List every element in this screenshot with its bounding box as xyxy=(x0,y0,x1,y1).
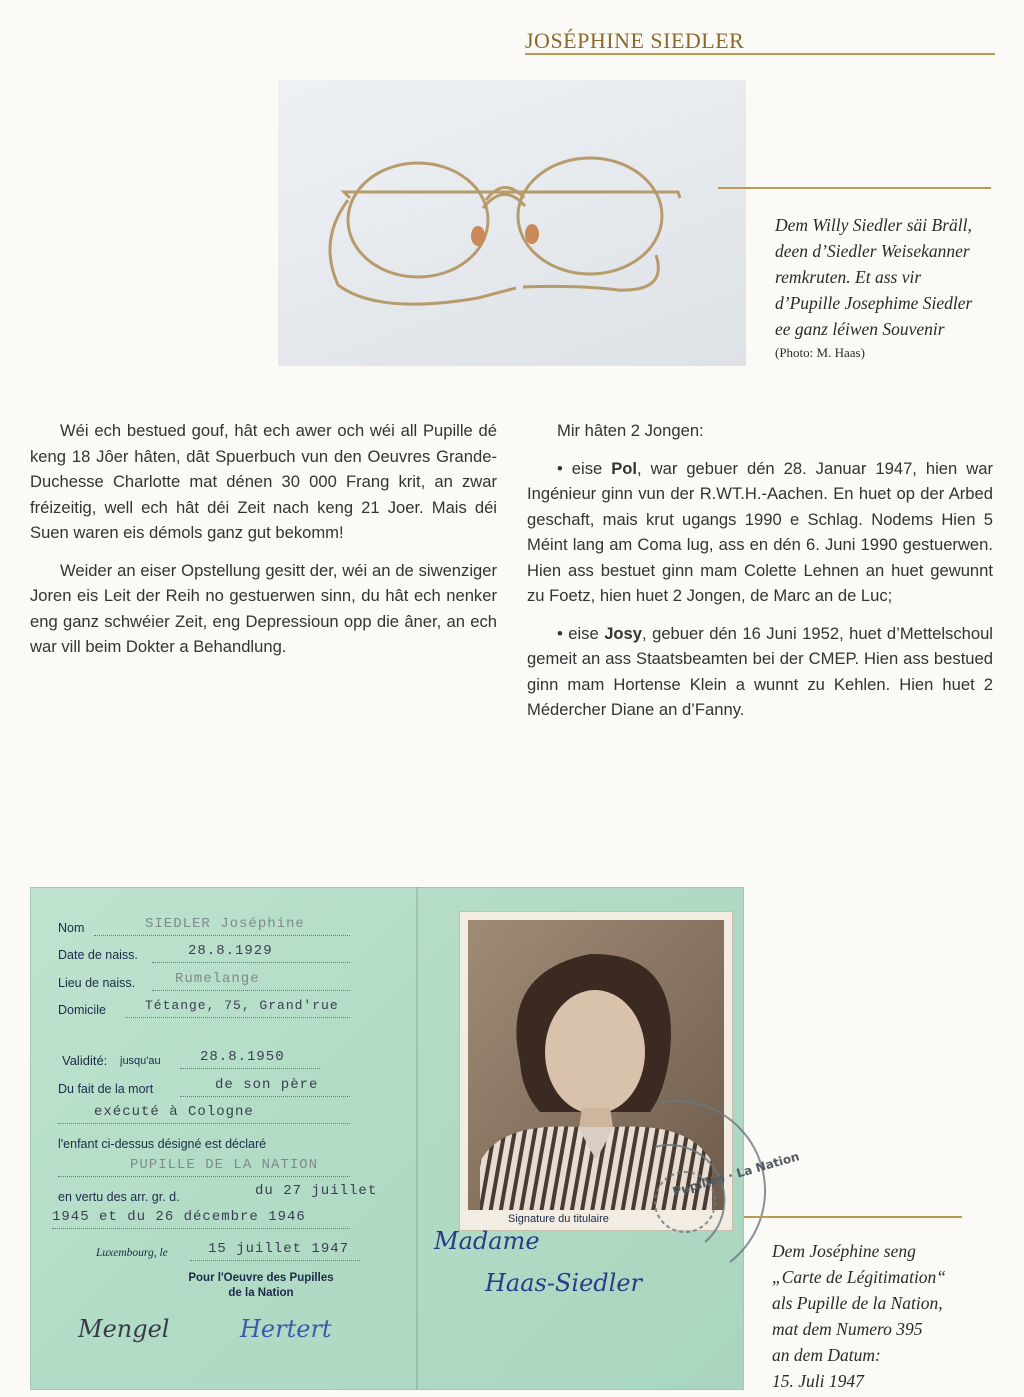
validite-label: Validité: xyxy=(62,1053,108,1068)
dotted-line xyxy=(58,1123,350,1124)
du-fait-label: Du fait de la mort xyxy=(58,1082,154,1096)
right-intro: Mir hâten 2 Jongen: xyxy=(557,421,704,440)
en-vertu-value-2: 1945 et du 26 décembre 1946 xyxy=(52,1209,306,1225)
domicile-value: Tétange, 75, Grand'rue xyxy=(145,998,339,1013)
son-josy-text: , gebuer dén 16 Juni 1952, huet d’Mettelschoul gemeit an ass Staatsbeamten bei der CMEP. Hien ass bestued ginn mam Hortense Klein a wunnt zu Kehlen. Hien huet 2 Médercher Diane an d’Fanny. xyxy=(527,623,993,719)
glasses-caption-line: ee ganz léiwen Souvenir xyxy=(775,319,945,339)
bullet-prefix: • eise xyxy=(557,458,612,478)
son-josy-paragraph xyxy=(527,621,993,723)
glasses-caption-rule xyxy=(718,187,991,189)
luxembourg-label: Luxembourg, le xyxy=(96,1247,168,1259)
lieu-value: Rumelange xyxy=(175,971,260,987)
left-paragraph-2: Weider an eiser Opstellung gesitt der, wéi an de siwenziger Joren eis Leit der Reih no gestuerwen sinn, du hât ech nenker eng ganz schwéier Zeit, eng Depressioun opp die âner, an ech war vill beim Dokter a Behandlung. xyxy=(30,560,497,656)
signature-official: Hertert xyxy=(240,1315,332,1343)
dotted-line xyxy=(152,990,350,991)
card-caption-rule xyxy=(744,1216,962,1218)
dotted-line xyxy=(94,935,350,936)
dotted-line xyxy=(152,962,350,963)
holder-signature-name: Haas-Siedler xyxy=(485,1269,643,1297)
dotted-line xyxy=(58,1176,350,1177)
pupille-value: PUPILLE DE LA NATION xyxy=(130,1157,319,1173)
jusqu-label: jusqu'au xyxy=(120,1055,161,1067)
card-caption-line: als Pupille de la Nation, xyxy=(772,1293,943,1313)
son-name-josy: Josy xyxy=(604,623,643,643)
dotted-line xyxy=(52,1228,350,1229)
dob-label: Date de naiss. xyxy=(58,948,138,962)
glasses-illustration xyxy=(278,80,746,366)
luxembourg-date: 15 juillet 1947 xyxy=(208,1241,350,1257)
glasses-caption-line: d’Pupille Josephime Siedler xyxy=(775,293,973,313)
card-caption-line: mat dem Numero 395 xyxy=(772,1319,923,1339)
declare-label: l'enfant ci-dessus désigné est déclaré xyxy=(58,1137,267,1151)
card-fold xyxy=(416,887,418,1390)
oeuvre-line-2: de la Nation xyxy=(228,1287,294,1299)
glasses-caption-line: Dem Willy Siedler säi Bräll, xyxy=(775,215,972,235)
en-vertu-value-1: du 27 juillet xyxy=(255,1183,378,1199)
card-caption xyxy=(772,1238,1012,1394)
dob-value: 28.8.1929 xyxy=(188,943,273,959)
son-pol-paragraph xyxy=(527,456,993,609)
signature-titulaire-label: Signature du titulaire xyxy=(508,1213,609,1225)
du-fait-value: de son père xyxy=(215,1077,319,1093)
card-caption-line: an dem Datum: xyxy=(772,1345,881,1365)
nom-label: Nom xyxy=(58,921,85,935)
page-header-title: JOSÉPHINE SIEDLER xyxy=(525,28,745,53)
nom-value: SIEDLER Joséphine xyxy=(145,916,305,932)
left-paragraph-1: Wéi ech bestued gouf, hât ech awer och wéi all Pupille dé keng 18 Jôer hâten, dât Spuerbuch vun den Oeuvres Grande-Duchesse Charlotte mat dénen 30 000 Frang krit, an zwar fréizeitig, well ech hât déi Zeit nach keng 21 Joer. Mais déi Suen waren eis démols ganz gut bekomm! xyxy=(30,421,497,542)
left-text-column xyxy=(30,418,497,672)
dotted-line xyxy=(180,1068,320,1069)
legitimation-card xyxy=(30,887,801,1390)
holder-signature-madame: Madame xyxy=(434,1227,540,1255)
oeuvre-line-1: Pour l'Oeuvre des Pupilles xyxy=(188,1272,334,1284)
son-pol-text: , war gebuer dén 28. Januar 1947, hien war Ingénieur ginn vun der R.WT.H.-Aachen. En huet op der Arbed geschaft, mais krut ugangs 1990 e Schlag. Nodems Hien 5 Méint lang am Coma lug, ass en dén 6. Juni 1990 gestuerwen. Hien ass bestuet ginn mam Colette Lehnen an huet gewunnt zu Foetz, hien huet 2 Jongen, de Marc an de Luc; xyxy=(527,458,993,605)
header-rule xyxy=(525,53,995,55)
card-caption-line: 15. Juli 1947 xyxy=(772,1371,864,1391)
pupilles-nation-stamp xyxy=(630,1092,801,1282)
pupilles-nation-stamp-text: Pupilles · La Nation xyxy=(670,1149,801,1199)
validite-value: 28.8.1950 xyxy=(200,1049,285,1065)
lieu-label: Lieu de naiss. xyxy=(58,976,136,990)
glasses-caption-line: deen d’Siedler Weisekanner xyxy=(775,241,970,261)
en-vertu-label: en vertu des arr. gr. d. xyxy=(58,1190,180,1204)
card-caption-line: „Carte de Légitimation“ xyxy=(772,1267,947,1287)
dotted-line xyxy=(125,1017,350,1018)
bullet-prefix: • eise xyxy=(557,623,605,643)
domicile-label: Domicile xyxy=(58,1003,106,1017)
son-name-pol: Pol xyxy=(611,458,638,478)
photo-credit: (Photo: M. Haas) xyxy=(775,345,865,360)
card-caption-line: Dem Joséphine seng xyxy=(772,1241,916,1261)
dotted-line xyxy=(190,1260,360,1261)
execute-value: exécuté à Cologne xyxy=(94,1104,254,1120)
glasses-caption xyxy=(775,212,1005,364)
glasses-caption-line: remkruten. Et ass vir xyxy=(775,267,922,287)
dotted-line xyxy=(180,1096,350,1097)
right-text-column xyxy=(527,418,993,735)
signature-mengel: Mengel xyxy=(78,1315,170,1343)
glasses-photo xyxy=(278,80,746,366)
